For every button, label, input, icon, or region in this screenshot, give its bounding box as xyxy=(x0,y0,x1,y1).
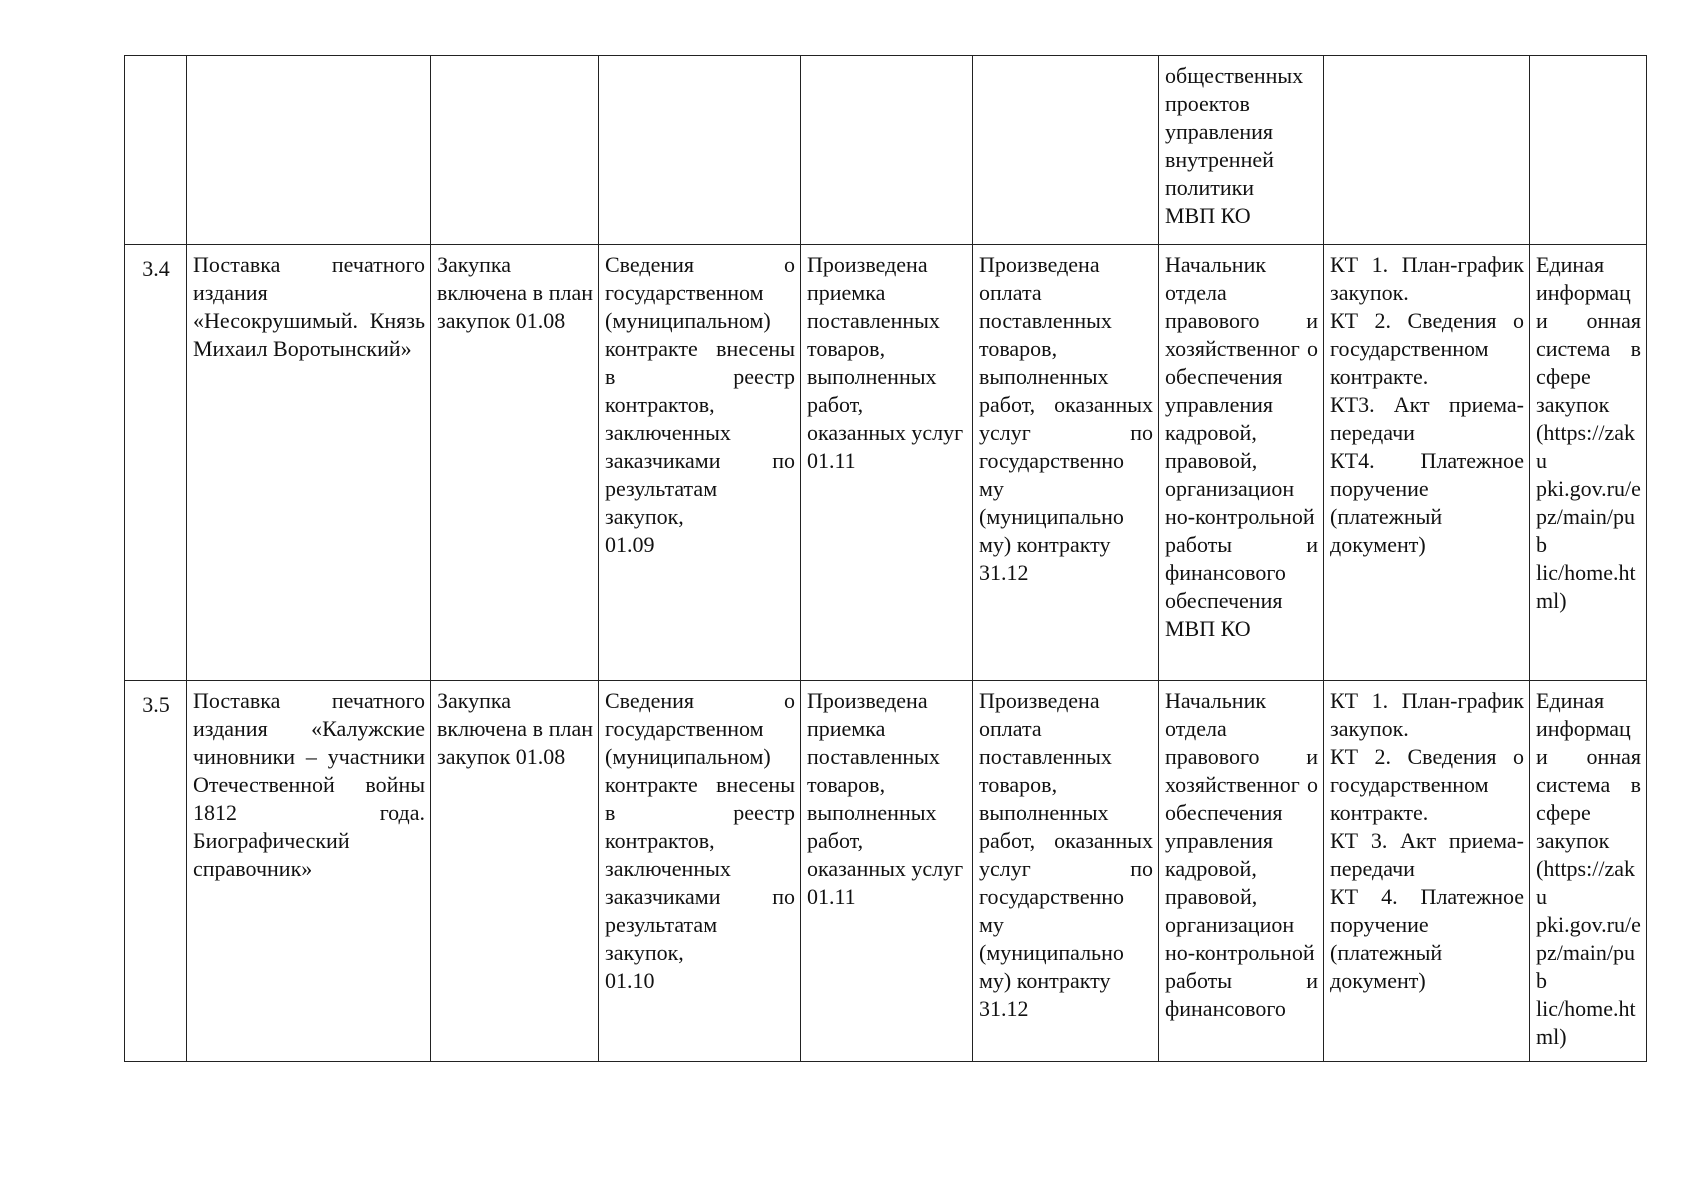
info-system-cell xyxy=(1530,56,1647,245)
event2-cell xyxy=(599,681,801,1062)
row-number xyxy=(131,62,181,66)
event2-text: Сведения о государственном (муниципальном) контракте внесены в реестр контрактов, заключенных заказчиками по результатам закупок, 01.10 xyxy=(605,688,795,993)
row-number-cell xyxy=(125,681,187,1062)
row-number-cell xyxy=(125,245,187,681)
table-row xyxy=(125,681,1647,1062)
info-system-text: Единая информаци онная система в сфере закупок (https://zaku pki.gov.ru/e pz/main/pub lic/home.ht ml) xyxy=(1536,688,1641,1049)
info-system-cell xyxy=(1530,681,1647,1062)
event3-text: Произведена приемка поставленных товаров, выполненных работ, оказанных услуг 01.11 xyxy=(807,252,964,473)
control-points-cell xyxy=(1324,681,1530,1062)
responsible-cell xyxy=(1159,245,1324,681)
row-number: 3.4 xyxy=(142,256,170,281)
row-number: 3.5 xyxy=(142,692,170,717)
responsible-cell xyxy=(1159,56,1324,245)
event1-cell xyxy=(431,245,599,681)
responsible-cell xyxy=(1159,681,1324,1062)
event3-text: Произведена приемка поставленных товаров, выполненных работ, оказанных услуг 01.11 xyxy=(807,688,964,909)
item-name: Поставка печатного издания «Калужские чиновники – участники Отечественной войны 1812 года. Биографический справочник» xyxy=(193,688,425,881)
event1-cell xyxy=(431,681,599,1062)
responsible-text: Начальник отдела правового и хозяйственног о обеспечения управления кадровой, правовой, организацион но-контрольной работы и финансового обеспечения МВП КО xyxy=(1165,252,1318,641)
event2-cell xyxy=(599,56,801,245)
item-name-cell xyxy=(187,681,431,1062)
event2-text: Сведения о государственном (муниципальном) контракте внесены в реестр контрактов, заключенных заказчиками по результатам закупок, 01.09 xyxy=(605,252,795,557)
event4-text: Произведена оплата поставленных товаров, выполненных работ, оказанных услуг по государственно му (муниципально му) контракту 31.12 xyxy=(979,252,1153,585)
control-points-text: КТ 1. План-график закупок. КТ 2. Сведения о государственном контракте. КТ3. Акт приема-передачи КТ4. Платежное поручение (платежный документ) xyxy=(1330,252,1524,557)
table-row xyxy=(125,245,1647,681)
item-name: Поставка печатного издания «Несокрушимый. Князь Михаил Воротынский» xyxy=(193,252,425,361)
event4-cell xyxy=(973,245,1159,681)
event1-cell xyxy=(431,56,599,245)
event2-cell xyxy=(599,245,801,681)
control-points-text: КТ 1. План-график закупок. КТ 2. Сведения о государственном контракте. КТ 3. Акт приема-передачи КТ 4. Платежное поручение (платежный документ) xyxy=(1330,688,1524,993)
table-row xyxy=(125,56,1647,245)
event4-cell xyxy=(973,56,1159,245)
item-name-cell xyxy=(187,245,431,681)
responsible-text: общественных проектов управления внутренней политики МВП КО xyxy=(1165,63,1304,228)
control-points-cell xyxy=(1324,245,1530,681)
event4-text: Произведена оплата поставленных товаров, выполненных работ, оказанных услуг по государственно му (муниципально му) контракту 31.12 xyxy=(979,688,1153,1021)
event4-cell xyxy=(973,681,1159,1062)
event3-cell xyxy=(801,56,973,245)
info-system-cell xyxy=(1530,245,1647,681)
info-system-text: Единая информаци онная система в сфере закупок (https://zaku pki.gov.ru/e pz/main/pub lic/home.ht ml) xyxy=(1536,252,1641,613)
event3-cell xyxy=(801,681,973,1062)
event1-text: Закупка включена в план закупок 01.08 xyxy=(437,252,593,333)
item-name-cell xyxy=(187,56,431,245)
control-points-cell xyxy=(1324,56,1530,245)
event3-cell xyxy=(801,245,973,681)
procurement-plan-table xyxy=(124,55,1647,1062)
row-number-cell xyxy=(125,56,187,245)
event1-text: Закупка включена в план закупок 01.08 xyxy=(437,688,593,769)
responsible-text: Начальник отдела правового и хозяйственног о обеспечения управления кадровой, правовой, организацион но-контрольной работы и финансового xyxy=(1165,688,1318,1021)
